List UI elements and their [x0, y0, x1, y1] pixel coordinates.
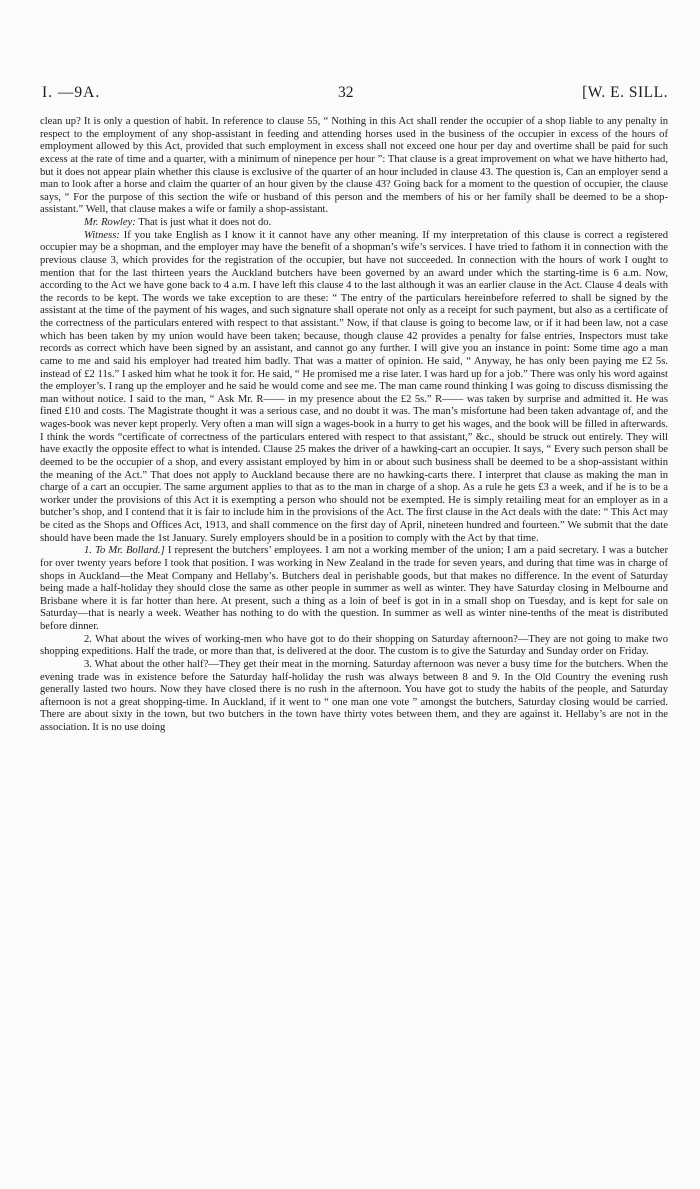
speaker-label: Mr. Rowley:: [84, 217, 136, 228]
paragraph-text: That is just what it does not do.: [135, 217, 272, 228]
paragraph-text: I represent the butchers’ employees. I am not a working member of the union; I am a paid secretary. I was a butcher for over twenty years before I took that position. I was working in New Zealand in the trade for seven years, and during that time was in charge of shops in Auckland—the Meat Company and Hellaby’s. Butchers deal in perishable goods, but that makes no difference. In the event of Saturday being made a half-holiday they should close the same as other people in summer as well as winter. They have Saturday closing in Melbourne and Brisbane where it is far hotter than here. At present, such a thing as a loin of beef is got in in a small shop on Tuesday, and is kept for sale on Saturday—that is nearly a week. Weather has nothing to do with the question. In summer as well as winter nine-tenths of the meat is distributed before dinner.: [40, 545, 668, 632]
paragraph-text: If you take English as I know it it cannot have any other meaning. If my interpretation of this clause is correct a registered occupier may be a shopman, and the employer may have the benefit of a shopman’s wife’s services. I have tried to fathom it in connection with the previous clause 3, which provides for the registration of the occupier, but have not succeeded. In connection with the hours of work I ought to mention that for the last thirteen years the Auckland butchers have been governed by an award under which the starting-time is 6 a.m. Now, according to the Act we have gone back to 4 a.m. I have left this clause 4 to the last although it was an earlier clause in the Act. Clause 4 deals with the records to be kept. The words we take exception to are these: “ The entry of the particulars hereinbefore referred to shall be signed by the assistant at the time of the payment of his wages, and such signature shall operate not only as a receipt for such payment, but also as a certificate of the correctness of the particulars entered with respect to that assistant.” Now, if that clause is going to become law, or if it had been law, not a case which has been taken by my union would have been taken; because, though clause 42 provides a penalty for false entries, Inspectors must take records as correct which have been signed by an assistant, and cannot go any further. I will give you an instance in point: Some time ago a man came to me and said his employer had treated him badly. That was a matter of opinion. He said, “ Anyway, he has only been paying me £2 5s. instead of £2 11s.” I asked him what he took it for. He said, “ He promised me a rise later. I was hard up for a job.” There was only his word against the employer’s. I rang up the employer and he said he would come and see me. The man came round thinking I was going to discuss dismissing the man without notice. I said to the man, “ Ask Mr. R—— in my presence about the £2 5s.” R—— was taken by surprise and admitted it. He was fined £10 and costs. The Magistrate thought it was a serious case, and no doubt it was. The man’s misfortune had been taken advantage of, and the wages-book was never kept properly. Very often a man will sign a wages-book in a hurry to get his wages, and the book will be filled in afterwards. I think the words “certificate of correctness of the particulars entered with respect to that assistant,” &c., should be struck out entirely. They will have exactly the opposite effect to what is intended. Clause 25 makes the driver of a hawking-cart an occupier. It says, “ Every such person shall be deemed to be the occupier of a shop, and every assistant employed by him in or about such business shall be deemed to be a shop-assistant within the meaning of the Act.” That does not apply to Auckland because there are no hawking-carts there. I interpret that clause as making the man in charge of a cart an occupier. The same argument applies to that as to the man in charge of a shop. As a rule he gets £3 a week, and if he is to be a worker under the provisions of this Act it is exempting a person who should not be exempted. He is simply retailing meat for an employer as in a butcher’s shop, and I contend that it is fair to include him in the provisions of the Act. The first clause in the Act deals with the date: “ This Act may be cited as the Shops and Offices Act, 1913, and shall commence on the first day of April, nineteen hundred and fourteen.” We submit that the date should have been made the 1st January. Surely employers should be in a position to comply with the Act by that time.: [40, 229, 668, 544]
paragraph-text: 3. What about the other half?—They get their meat in the morning. Saturday afternoon was never a busy time for the butchers. When the evening trade was in existence before the Saturday half-holiday the rush was always between 8 and 9. In the Old Country the evening rush generally lasted two hours. Now they have closed there is no rush in the afternoon. You have got to study the habits of the people, and Saturday afternoon is not a great shopping-time. In Auckland, if it went to “ one man one vote ” amongst the butchers, Saturday closing would be carried. There are about sixty in the town, but two butchers in the town have thirty votes between them, and they are against it. Hellaby’s are not in the association. It is no use doing: [40, 658, 668, 733]
page-number: 32: [338, 84, 354, 101]
document-reference: I. —9A.: [42, 84, 101, 101]
document-body: [40, 116, 668, 735]
speaker-label: 1. To Mr. Bollard.]: [84, 545, 165, 557]
witness-name: [W. E. SILL.: [582, 84, 668, 101]
page-header: [42, 84, 668, 104]
paragraph: [40, 230, 668, 546]
paragraph-text: 2. What about the wives of working-men who have got to do their shopping on Saturday afternoon?—They are not going to make two shopping expeditions. Half the trade, or more than that, is delivered at the door. The custom is to give the Saturday and Sunday order on Friday.: [40, 633, 668, 658]
paragraph: [40, 634, 668, 659]
paragraph: [40, 545, 668, 633]
paragraph: [40, 659, 668, 735]
paragraph-text: clean up? It is only a question of habit. In reference to clause 55, “ Nothing in this Act shall render the occupier of a shop liable to any penalty in respect to the employment of any shop-assistant in feeding and attending horses used in the business of the occupier in excess of the hours of employment allowed by this Act, provided that such employment in excess shall not exceed one hour per day and overtime shall be paid for such excess at the rate of time and a quarter, with a minimum of ninepence per hour ”: That clause is a great improvement on what we have hitherto had, but it does not appear plain whether this clause is exclusive of the quarter of an hour included in clause 43. The question is, Can an employer send a man to look after a horse and claim the quarter of an hour given by the clause 43? Going back for a moment to the question of occupier, the clause says, “ For the purpose of this section the wife or husband of this person and the members of his or her family shall be deemed to be a shop-assistant.” Well, that clause makes a wife or family a shop-assistant.: [40, 116, 668, 216]
paragraph: [40, 217, 668, 230]
paragraph: [40, 116, 668, 217]
speaker-label: Witness:: [84, 229, 120, 241]
